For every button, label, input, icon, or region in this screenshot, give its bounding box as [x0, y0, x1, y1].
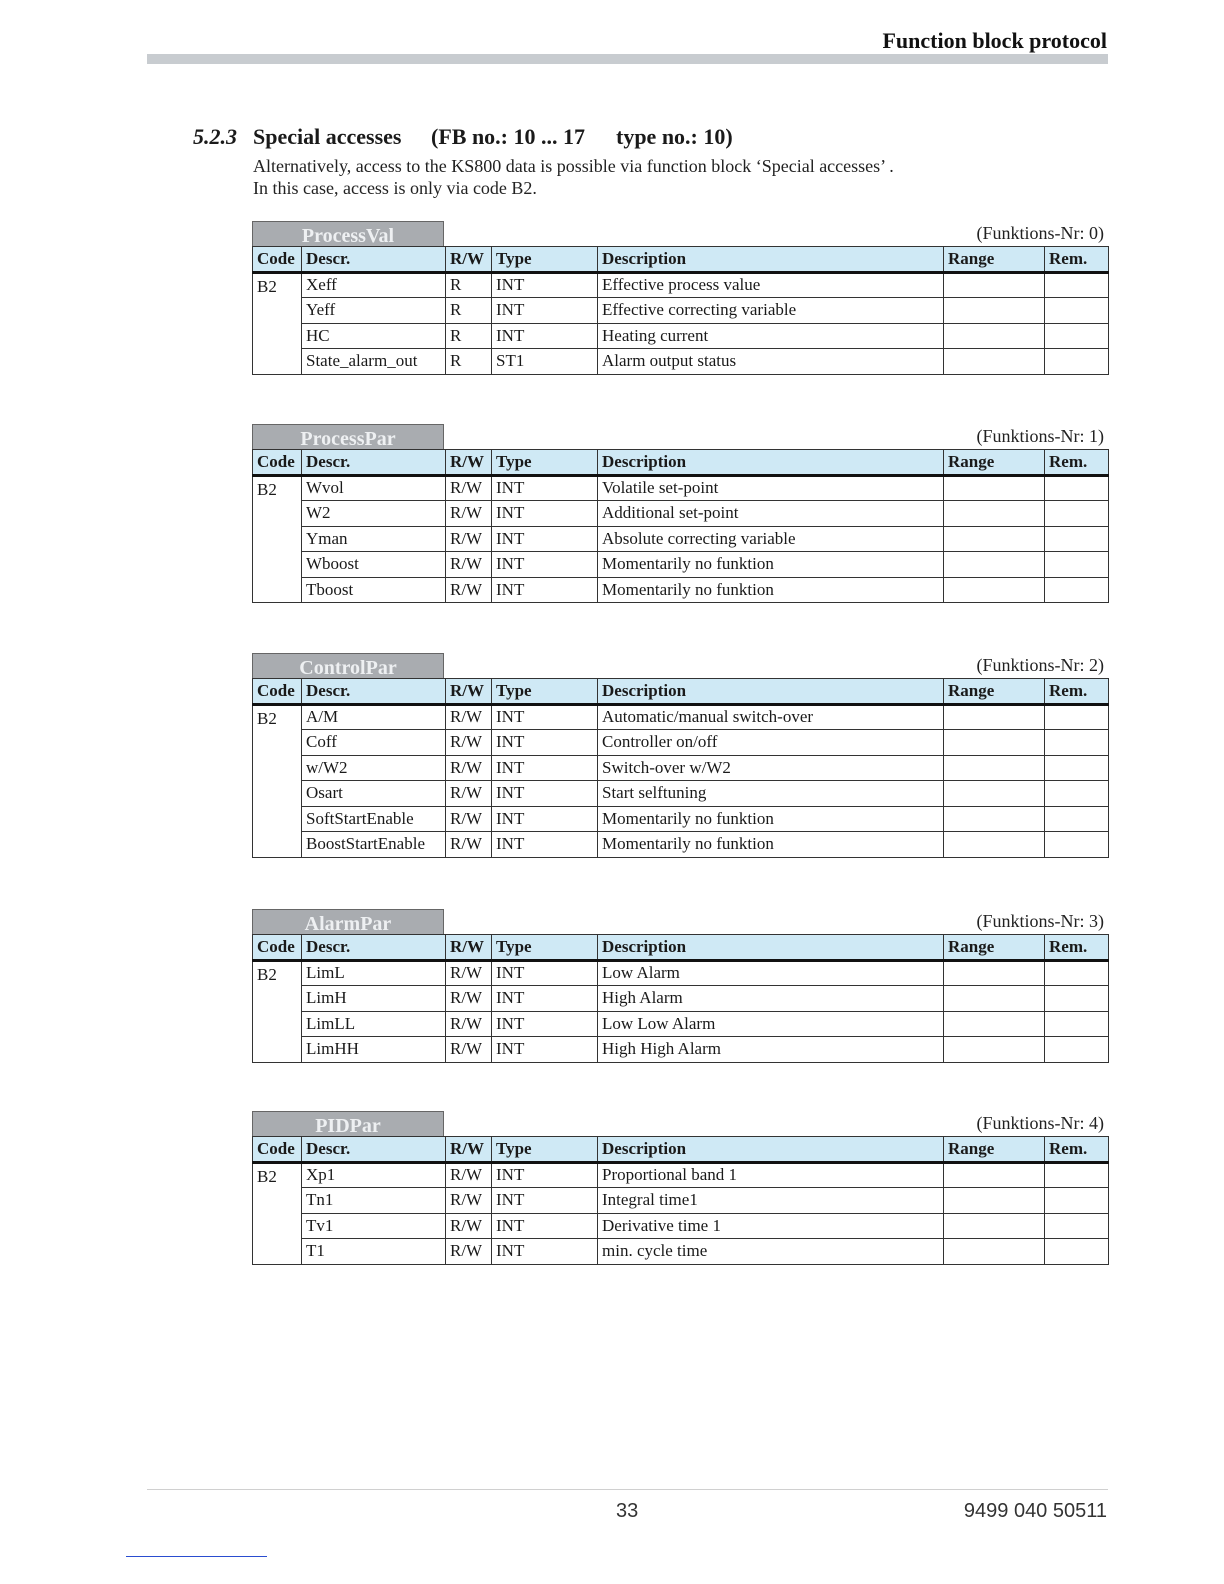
table-cell: Derivative time 1	[598, 1213, 944, 1239]
column-header: R/W	[446, 935, 492, 961]
table-cell	[1045, 832, 1109, 858]
table-cell: INT	[492, 755, 598, 781]
column-header: Range	[944, 450, 1045, 476]
table-cell: min. cycle time	[598, 1239, 944, 1265]
table-cell: Momentarily no funktion	[598, 552, 944, 578]
section-number: 5.2.3	[193, 124, 237, 149]
table-cell: INT	[492, 1188, 598, 1214]
parameter-table	[252, 246, 1109, 375]
table-cell: R/W	[446, 832, 492, 858]
code-cell: B2	[253, 704, 302, 857]
column-header: Type	[492, 1137, 598, 1163]
table-cell: R/W	[446, 1213, 492, 1239]
table-cell: Tn1	[302, 1188, 446, 1214]
table-cell	[1045, 526, 1109, 552]
table-cell: R/W	[446, 806, 492, 832]
table-cell: Alarm output status	[598, 349, 944, 375]
table-cell	[1045, 475, 1109, 501]
table-cell: INT	[492, 832, 598, 858]
table-cell	[1045, 755, 1109, 781]
table-row	[253, 298, 1109, 324]
table-cell: R/W	[446, 704, 492, 730]
table-cell: Low Low Alarm	[598, 1011, 944, 1037]
column-header: R/W	[446, 679, 492, 705]
table-cell	[1045, 986, 1109, 1012]
table-cell: INT	[492, 1213, 598, 1239]
column-header: Range	[944, 679, 1045, 705]
column-header: Range	[944, 1137, 1045, 1163]
table-cell	[944, 1037, 1045, 1063]
table-cell: INT	[492, 1011, 598, 1037]
table-cell	[944, 272, 1045, 298]
table-cell	[944, 298, 1045, 324]
table-cell: Absolute correcting variable	[598, 526, 944, 552]
table-tab-label: AlarmPar	[252, 909, 444, 934]
footer-rule	[147, 1489, 1108, 1490]
table-cell: R	[446, 349, 492, 375]
table-cell: w/W2	[302, 755, 446, 781]
table-cell	[944, 704, 1045, 730]
table-cell: Volatile set-point	[598, 475, 944, 501]
table-cell: R/W	[446, 1162, 492, 1188]
table-cell: Additional set-point	[598, 501, 944, 527]
table-row	[253, 349, 1109, 375]
funktion-number: (Funktions-Nr: 3)	[976, 911, 1104, 931]
table-tab-label: PIDPar	[252, 1111, 444, 1136]
table-cell: LimH	[302, 986, 446, 1012]
table-cell	[944, 526, 1045, 552]
funktion-number: (Funktions-Nr: 4)	[976, 1113, 1104, 1133]
table-row	[253, 781, 1109, 807]
table-cell	[1045, 577, 1109, 603]
table-row	[253, 1011, 1109, 1037]
table-cell: Integral time1	[598, 1188, 944, 1214]
code-cell: B2	[253, 272, 302, 374]
table-cell: R/W	[446, 755, 492, 781]
table-cell	[944, 1011, 1045, 1037]
table-row	[253, 704, 1109, 730]
table-cell: INT	[492, 577, 598, 603]
intro-line-2: In this case, access is only via code B2.	[253, 178, 537, 198]
table-cell: BoostStartEnable	[302, 832, 446, 858]
table-cell	[944, 349, 1045, 375]
column-header: R/W	[446, 247, 492, 273]
parameter-table	[252, 678, 1109, 858]
column-header: Description	[598, 935, 944, 961]
table-row	[253, 475, 1109, 501]
column-header: Description	[598, 450, 944, 476]
table-cell	[1045, 1162, 1109, 1188]
table-header-row	[253, 679, 1109, 705]
header-rule	[147, 54, 1108, 64]
column-header: R/W	[446, 1137, 492, 1163]
table-cell	[1045, 1213, 1109, 1239]
table-header-row	[253, 935, 1109, 961]
table-cell	[1045, 323, 1109, 349]
section-fb-range: (FB no.: 10 ... 17	[431, 124, 585, 149]
table-row	[253, 526, 1109, 552]
funktion-number: (Funktions-Nr: 2)	[976, 655, 1104, 675]
table-cell: Start selftuning	[598, 781, 944, 807]
table-cell: R	[446, 323, 492, 349]
table-cell: INT	[492, 475, 598, 501]
column-header: Rem.	[1045, 247, 1109, 273]
column-header: Descr.	[302, 450, 446, 476]
bottom-link-underline	[126, 1556, 267, 1557]
table-cell	[1045, 349, 1109, 375]
table-row	[253, 806, 1109, 832]
column-header: Type	[492, 935, 598, 961]
table-cell	[944, 730, 1045, 756]
table-cell: SoftStartEnable	[302, 806, 446, 832]
table-cell: INT	[492, 960, 598, 986]
column-header: Descr.	[302, 1137, 446, 1163]
table-row	[253, 323, 1109, 349]
code-cell: B2	[253, 1162, 302, 1264]
table-row	[253, 1239, 1109, 1265]
table-cell	[944, 806, 1045, 832]
funktion-number: (Funktions-Nr: 1)	[976, 426, 1104, 446]
table-cell: High High Alarm	[598, 1037, 944, 1063]
table-cell: R/W	[446, 960, 492, 986]
table-cell: Momentarily no funktion	[598, 832, 944, 858]
section-title: Special accesses	[253, 124, 402, 149]
document-number: 9499 040 50511	[963, 1500, 1107, 1522]
table-cell: INT	[492, 806, 598, 832]
table-cell	[944, 781, 1045, 807]
table-cell: ST1	[492, 349, 598, 375]
table-cell: R/W	[446, 577, 492, 603]
table-cell: Low Alarm	[598, 960, 944, 986]
column-header: Description	[598, 1137, 944, 1163]
table-cell: High Alarm	[598, 986, 944, 1012]
table-cell	[944, 323, 1045, 349]
table-row	[253, 1213, 1109, 1239]
table-cell: R/W	[446, 501, 492, 527]
table-cell: INT	[492, 1037, 598, 1063]
table-row	[253, 986, 1109, 1012]
table-cell: R/W	[446, 781, 492, 807]
table-cell: Heating current	[598, 323, 944, 349]
table-cell: Automatic/manual switch-over	[598, 704, 944, 730]
table-cell: T1	[302, 1239, 446, 1265]
table-cell: LimLL	[302, 1011, 446, 1037]
column-header: Descr.	[302, 679, 446, 705]
table-row	[253, 832, 1109, 858]
table-cell	[944, 552, 1045, 578]
table-cell	[1045, 1188, 1109, 1214]
table-cell	[944, 475, 1045, 501]
table-cell	[1045, 781, 1109, 807]
column-header: Descr.	[302, 247, 446, 273]
table-cell: R	[446, 298, 492, 324]
table-cell	[1045, 1011, 1109, 1037]
table-cell: Proportional band 1	[598, 1162, 944, 1188]
page-number: 33	[616, 1500, 639, 1522]
table-cell: State_alarm_out	[302, 349, 446, 375]
intro-line-1: Alternatively, access to the KS800 data is possible via function block ‘Special accesses’ .	[253, 156, 894, 176]
table-tab-label: ProcessVal	[252, 221, 444, 246]
column-header: Range	[944, 935, 1045, 961]
table-cell	[1045, 1037, 1109, 1063]
table-cell: Osart	[302, 781, 446, 807]
table-cell: Controller on/off	[598, 730, 944, 756]
table-cell: R/W	[446, 1037, 492, 1063]
table-cell: Yeff	[302, 298, 446, 324]
column-header: Range	[944, 247, 1045, 273]
table-row	[253, 960, 1109, 986]
parameter-table	[252, 934, 1109, 1063]
table-cell	[1045, 960, 1109, 986]
table-row	[253, 552, 1109, 578]
table-header-row	[253, 247, 1109, 273]
table-cell: R/W	[446, 1188, 492, 1214]
table-cell: INT	[492, 272, 598, 298]
table-cell: R/W	[446, 475, 492, 501]
code-cell: B2	[253, 475, 302, 603]
column-header: Description	[598, 247, 944, 273]
table-cell: INT	[492, 986, 598, 1012]
table-row	[253, 755, 1109, 781]
table-cell: Switch-over w/W2	[598, 755, 944, 781]
table-cell	[1045, 552, 1109, 578]
column-header: Type	[492, 450, 598, 476]
table-cell: R	[446, 272, 492, 298]
table-cell: Wboost	[302, 552, 446, 578]
table-cell: Coff	[302, 730, 446, 756]
table-cell: INT	[492, 298, 598, 324]
table-cell: R/W	[446, 526, 492, 552]
column-header: R/W	[446, 450, 492, 476]
column-header: Description	[598, 679, 944, 705]
table-cell	[944, 1213, 1045, 1239]
table-cell: Tboost	[302, 577, 446, 603]
column-header: Rem.	[1045, 1137, 1109, 1163]
column-header: Type	[492, 679, 598, 705]
table-cell	[1045, 501, 1109, 527]
code-cell: B2	[253, 960, 302, 1062]
table-row	[253, 272, 1109, 298]
column-header: Rem.	[1045, 450, 1109, 476]
table-cell: Momentarily no funktion	[598, 806, 944, 832]
table-row	[253, 1162, 1109, 1188]
table-cell	[944, 577, 1045, 603]
table-cell: R/W	[446, 1011, 492, 1037]
table-header-row	[253, 1137, 1109, 1163]
table-cell	[944, 1188, 1045, 1214]
table-cell: R/W	[446, 552, 492, 578]
page-header-title: Function block protocol	[882, 28, 1107, 53]
table-row	[253, 730, 1109, 756]
table-cell: INT	[492, 781, 598, 807]
table-cell: INT	[492, 526, 598, 552]
table-cell	[1045, 272, 1109, 298]
table-cell	[944, 755, 1045, 781]
table-row	[253, 501, 1109, 527]
table-cell	[944, 986, 1045, 1012]
table-cell	[944, 1162, 1045, 1188]
table-cell	[1045, 730, 1109, 756]
table-cell: Wvol	[302, 475, 446, 501]
table-cell	[944, 501, 1045, 527]
table-cell: Xp1	[302, 1162, 446, 1188]
table-row	[253, 1188, 1109, 1214]
table-cell	[1045, 704, 1109, 730]
table-cell: Effective process value	[598, 272, 944, 298]
table-cell: Momentarily no funktion	[598, 577, 944, 603]
table-cell: Yman	[302, 526, 446, 552]
column-header: Code	[253, 247, 302, 273]
table-cell: INT	[492, 501, 598, 527]
table-cell: R/W	[446, 1239, 492, 1265]
table-cell	[1045, 1239, 1109, 1265]
table-cell: INT	[492, 704, 598, 730]
table-cell	[944, 960, 1045, 986]
table-cell	[944, 1239, 1045, 1265]
table-cell: INT	[492, 1162, 598, 1188]
section-heading	[193, 124, 733, 150]
column-header: Type	[492, 247, 598, 273]
section-type-no: type no.: 10)	[616, 124, 733, 149]
table-cell: R/W	[446, 986, 492, 1012]
table-cell: INT	[492, 1239, 598, 1265]
table-cell: INT	[492, 323, 598, 349]
column-header: Descr.	[302, 935, 446, 961]
column-header: Code	[253, 450, 302, 476]
column-header: Rem.	[1045, 935, 1109, 961]
column-header: Code	[253, 935, 302, 961]
table-tab-label: ControlPar	[252, 653, 444, 678]
table-cell	[1045, 806, 1109, 832]
table-cell	[1045, 298, 1109, 324]
table-tab-label: ProcessPar	[252, 424, 444, 449]
column-header: Rem.	[1045, 679, 1109, 705]
column-header: Code	[253, 1137, 302, 1163]
parameter-table	[252, 449, 1109, 603]
funktion-number: (Funktions-Nr: 0)	[976, 223, 1104, 243]
table-cell	[944, 832, 1045, 858]
table-cell: Effective correcting variable	[598, 298, 944, 324]
table-cell: INT	[492, 730, 598, 756]
table-cell: INT	[492, 552, 598, 578]
table-cell: Xeff	[302, 272, 446, 298]
table-row	[253, 1037, 1109, 1063]
table-header-row	[253, 450, 1109, 476]
table-cell: HC	[302, 323, 446, 349]
table-cell: A/M	[302, 704, 446, 730]
parameter-table	[252, 1136, 1109, 1265]
table-cell: LimL	[302, 960, 446, 986]
column-header: Code	[253, 679, 302, 705]
table-row	[253, 577, 1109, 603]
table-cell: W2	[302, 501, 446, 527]
table-cell: LimHH	[302, 1037, 446, 1063]
table-cell: R/W	[446, 730, 492, 756]
table-cell: Tv1	[302, 1213, 446, 1239]
